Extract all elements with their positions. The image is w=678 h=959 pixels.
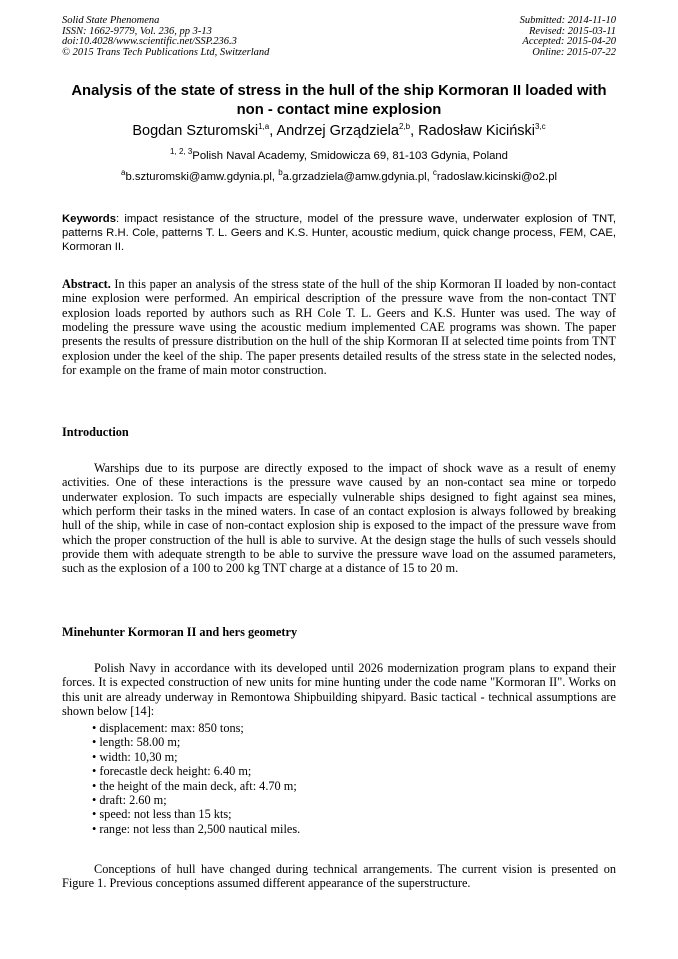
journal-name: Solid State Phenomena (62, 15, 160, 26)
email-mark: b (278, 168, 283, 178)
journal-info (62, 16, 269, 58)
author-separator: , (410, 123, 419, 139)
date-accepted: Accepted: 2015-04-20 (522, 36, 616, 48)
specifications-list (92, 721, 300, 836)
keywords-label: Keywords (62, 213, 116, 225)
author-list (62, 121, 616, 141)
author-emails (62, 170, 616, 184)
journal-doi: doi:10.4028/www.scientific.net/SSP.236.3 (62, 36, 237, 48)
author-name: Radosław Kiciński (418, 123, 535, 139)
keywords-text: : impact resistance of the structure, model of the pressure wave, underwater explosion of TNT, patterns R.H. Cole, patterns T. L. Geers and K.S. Hunter, acoustic medium, quick change process, FEM, CAE, Kormoran II. (62, 213, 616, 254)
introduction-paragraph: Warships due to its purpose are directly exposed to the impact of shock wave as a result of enemy activities. One of these interactions is the pressure wave caused by an non-contact sea mine or torpedo underwater explosion. To such impacts are especially vulnerable ships designed to fight against sea mines, which perform their tasks in the mined waters. In case of an contact explosion is always followed by breaking hull of the ship, while in case of non-contact explosion ship is exposed to the impact of the pressure wave from which the proper construction of the hull is able to survive. At the design stage the hulls of such vessels should provide them with adequate strength to be able to survive the pressure wave load on the assumed parameters, such as the explosion of a 100 to 200 kg TNT charge at a distance of 15 to 20 m. (62, 461, 616, 576)
paper-title: Analysis of the state of stress in the hull of the ship Kormoran II loaded with non - contact mine explosion (71, 83, 607, 118)
closing-paragraph: Conceptions of hull have changed during technical arrangements. The current vision is presented on Figure 1. Previous conceptions assumed different appearance of the superstructure. (62, 862, 616, 891)
author-name: Bogdan Szturomski (132, 123, 259, 139)
list-item: • draft: 2.60 m; (92, 793, 167, 808)
affiliation-mark: 1, 2, 3 (170, 147, 193, 157)
abstract-label: Abstract. (62, 277, 111, 291)
abstract (62, 277, 616, 377)
email-mark: a (121, 168, 126, 178)
list-item: • range: not less than 2,500 nautical miles. (92, 821, 301, 836)
minehunter-paragraph: Polish Navy in accordance with its developed until 2026 modernization program plans to expand their forces. It is expected construction of new units for mine hunting under the code name "Kormoran II". Works on this unit are already underway in Remontowa Shipbuilding shipyard. Basic tactical - technical assumptions are shown below [14]: (62, 661, 616, 719)
section-heading-introduction: Introduction (62, 425, 129, 439)
author-affiliation-mark: 3,c (535, 122, 546, 132)
submission-dates (520, 16, 616, 58)
list-item: • forecastle deck height: 6.40 m; (92, 764, 252, 779)
abstract-text: In this paper an analysis of the stress state of the hull of the ship Kormoran II loaded by non-contact mine explosion were performed. An empirical description of the pressure wave from the non-contact TNT explosion loads reported by authors such as RH Cole T. L. Geers and K.S. Hunter was used. The way of modeling the pressure wave using the acoustic medium implemented CAE programs was shown. The paper presents the results of pressure distribution on the hull of the ship Kormoran II at selected time points from TNT explosion under the keel of the ship. The paper presents detailed results of the stress state in the selected nodes, for example on the frame of main motor construction. (62, 277, 616, 378)
affiliation (62, 149, 616, 163)
list-item: • width: 10,30 m; (92, 749, 178, 764)
date-submitted: Submitted: 2014-11-10 (519, 15, 616, 26)
keywords (62, 212, 616, 254)
list-item: • displacement: max: 850 tons; (92, 721, 244, 735)
section-heading-minehunter: Minehunter Kormoran II and hers geometry (62, 625, 298, 639)
email-address: b.szturomski@amw.gdynia.pl, (125, 171, 279, 183)
author-affiliation-mark: 2,b (398, 122, 411, 132)
list-item: • length: 58.00 m; (92, 735, 181, 750)
list-item: • the height of the main deck, aft: 4.70 m; (92, 778, 297, 793)
date-revised: Revised: 2015-03-11 (529, 25, 616, 37)
date-online: Online: 2015-07-22 (532, 46, 616, 58)
list-item: • speed: not less than 15 kts; (92, 807, 232, 822)
author-affiliation-mark: 1,a (258, 122, 270, 132)
email-mark: c (432, 168, 437, 178)
author-name: Andrzej Grządziela (276, 123, 399, 139)
journal-issn: ISSN: 1662-9779, Vol. 236, pp 3-13 (62, 25, 212, 37)
journal-copyright: © 2015 Trans Tech Publications Ltd, Switzerland (62, 46, 270, 58)
affiliation-text: Polish Naval Academy, Smidowicza 69, 81-103 Gdynia, Poland (192, 150, 508, 162)
email-address: a.grzadziela@amw.gdynia.pl, (282, 171, 433, 183)
author-separator: , (269, 123, 277, 139)
email-address: radoslaw.kicinski@o2.pl (436, 171, 557, 183)
